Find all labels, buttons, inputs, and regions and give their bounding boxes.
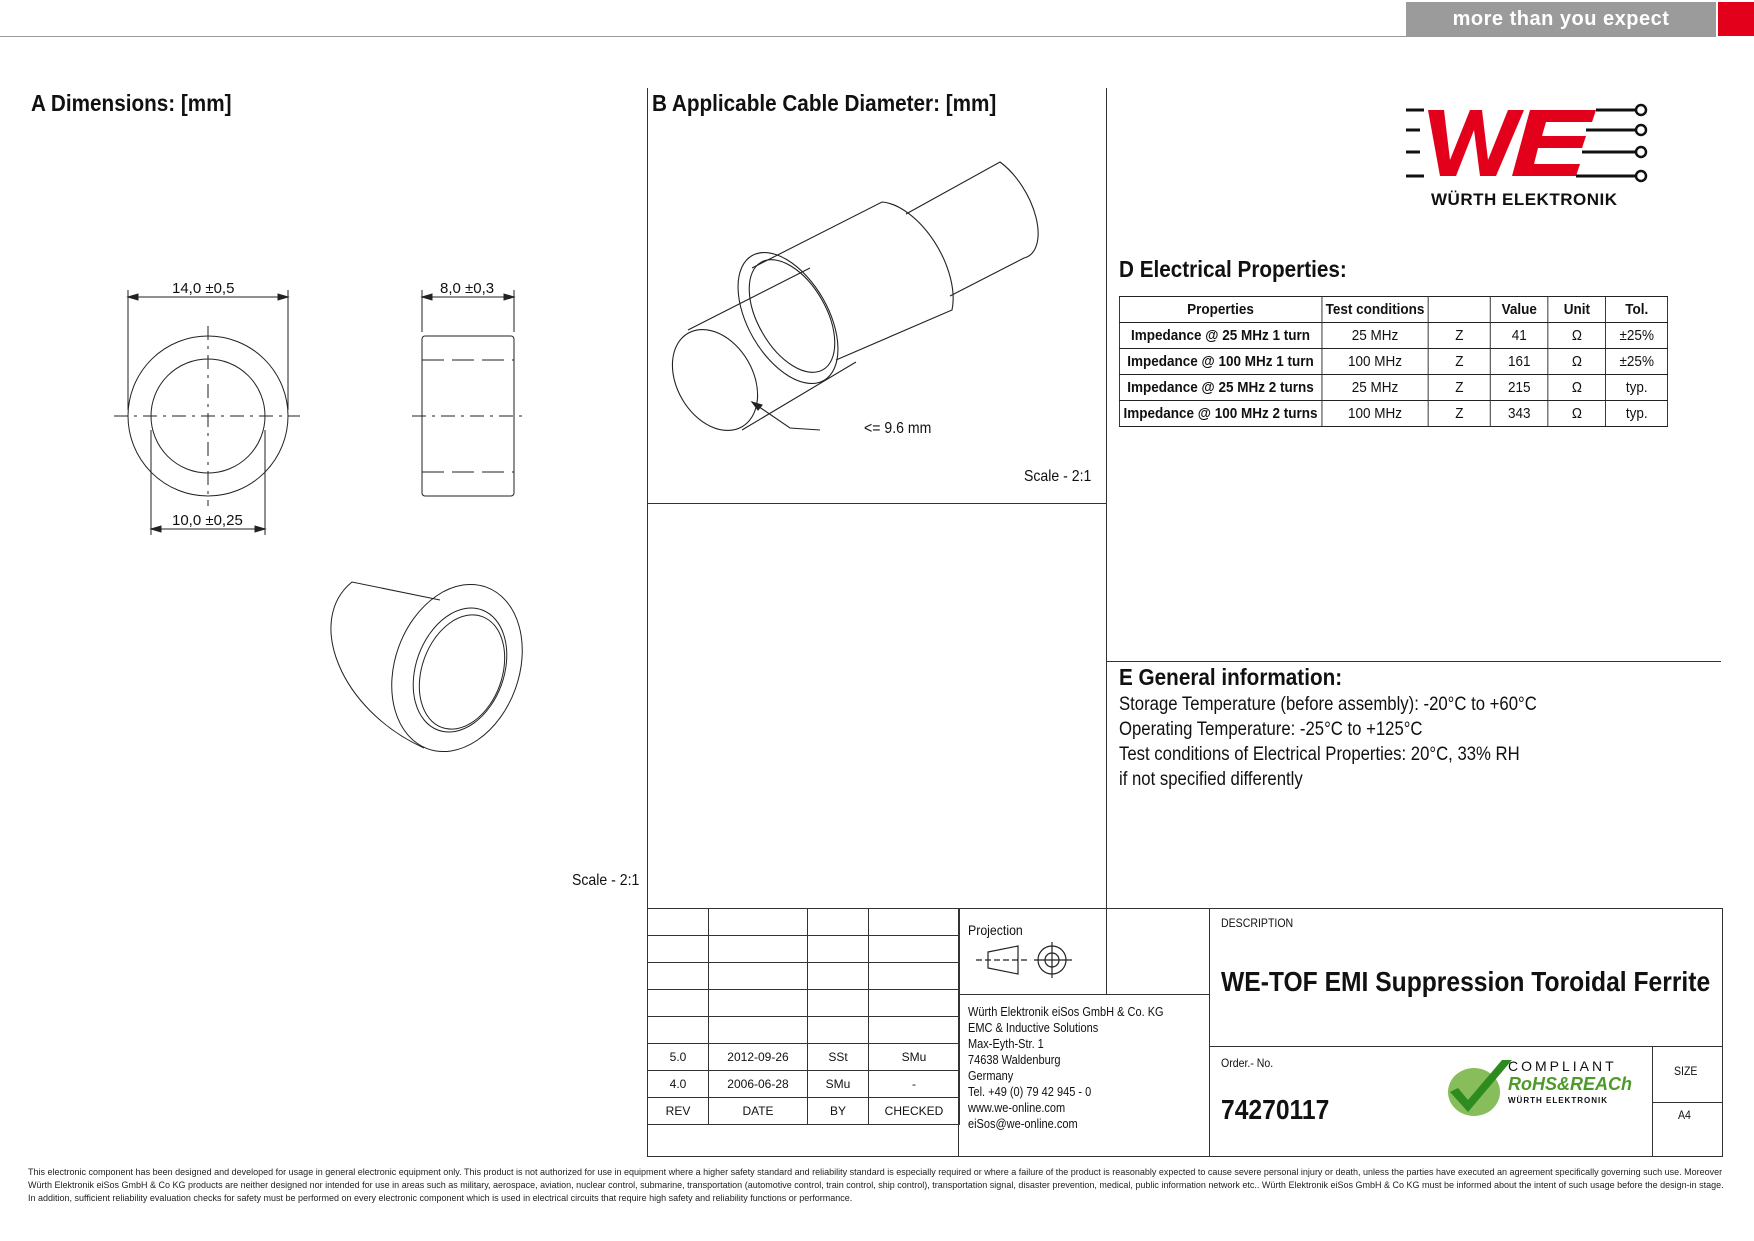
cell-property: Impedance @ 25 MHz 1 turn bbox=[1119, 323, 1321, 349]
section-b-scale: Scale - 2:1 bbox=[1024, 468, 1092, 485]
table-row bbox=[648, 1044, 960, 1071]
cell-property: Impedance @ 100 MHz 2 turns bbox=[1119, 401, 1321, 427]
header-value: Value bbox=[1490, 297, 1548, 323]
projection-bottom-line bbox=[958, 994, 1210, 995]
date-header: DATE bbox=[709, 1098, 808, 1125]
product-description: WE-TOF EMI Suppression Toroidal Ferrite bbox=[1221, 966, 1711, 997]
tagline-text: more than you expect bbox=[1452, 7, 1670, 30]
checked-cell: SMu bbox=[869, 1044, 960, 1071]
dim-inner-label: 10,0 ±0,25 bbox=[172, 512, 243, 529]
table-row bbox=[1119, 375, 1667, 401]
header-rule bbox=[0, 36, 1716, 37]
cell-value: 41 bbox=[1490, 323, 1548, 349]
size-inner-divider bbox=[1652, 1102, 1723, 1103]
cell-unit: Ω bbox=[1548, 375, 1606, 401]
frame-line-b-bottom bbox=[647, 503, 1107, 504]
rev-cell: 4.0 bbox=[648, 1071, 709, 1098]
table-header-row bbox=[1119, 297, 1667, 323]
company-line: EMC & Inductive Solutions bbox=[968, 1021, 1099, 1035]
brand-name: WÜRTH ELEKTRONIK bbox=[1431, 190, 1618, 209]
company-line: www.we-online.com bbox=[968, 1101, 1066, 1115]
header-properties: Properties bbox=[1119, 297, 1321, 323]
cell-property: Impedance @ 25 MHz 2 turns bbox=[1119, 375, 1321, 401]
company-line: Tel. +49 (0) 79 42 945 - 0 bbox=[968, 1085, 1092, 1099]
cable-diameter-label: <= 9.6 mm bbox=[864, 420, 932, 437]
section-e-title: E General information: bbox=[1119, 664, 1343, 690]
title-block-right bbox=[1722, 908, 1723, 1157]
cell-tol: typ. bbox=[1606, 375, 1668, 401]
dim-outer-label: 14,0 ±0,5 bbox=[172, 280, 235, 297]
disclaimer-text: This electronic component has been designed and developed for usage in general electronic equipment only. This product is not authorized for use in equipment where a higher safety standard and reliability standard is especially required or where a failure of the product is reasonably expected to cause severe personal injury or death, unless the parties have executed an agreement specifically governing such use. Moreover Würth Elektronik eiSos GmbH & Co KG products are neither designed nor intended for use in areas such as military, aerospace, aviation, nuclear control, submarine, transportation (automotive control, train control, ship control), transportation signal, disaster prevention, medical, public information network etc.. Würth Elektronik eiSos GmbH & Co KG must be informed about the intent of such usage before the design-in stage. In addition, sufficient reliability evaluation checks for safety must be performed on every electronic component which is used in electrical circuits that require high safety and reliability functions or performance. bbox=[28, 1167, 1724, 1203]
order-number: 74270117 bbox=[1221, 1094, 1330, 1125]
company-address bbox=[968, 1004, 1164, 1132]
size-label: SIZE bbox=[1674, 1064, 1698, 1078]
tagline-banner bbox=[1406, 2, 1716, 36]
table-row bbox=[1119, 349, 1667, 375]
section-b-title: B Applicable Cable Diameter: [mm] bbox=[652, 90, 997, 116]
rohs-brand-label: WÜRTH ELEKTRONIK bbox=[1508, 1096, 1608, 1105]
by-cell: SMu bbox=[808, 1071, 869, 1098]
cable-drawing bbox=[660, 140, 1080, 460]
general-info-line: Storage Temperature (before assembly): -20°C to +60°C bbox=[1119, 694, 1537, 715]
revision-header-row bbox=[648, 1098, 960, 1125]
cell-symbol: Z bbox=[1428, 401, 1490, 427]
rohs-reach-label: RoHS&REACh bbox=[1508, 1074, 1632, 1094]
header-tol: Tol. bbox=[1606, 297, 1668, 323]
section-a-scale: Scale - 2:1 bbox=[572, 872, 640, 889]
frame-line-b-d bbox=[1106, 88, 1107, 908]
cell-value: 343 bbox=[1490, 401, 1548, 427]
cell-unit: Ω bbox=[1548, 349, 1606, 375]
date-cell: 2012-09-26 bbox=[709, 1044, 808, 1071]
by-cell: SSt bbox=[808, 1044, 869, 1071]
checked-header: CHECKED bbox=[869, 1098, 960, 1125]
rev-cell: 5.0 bbox=[648, 1044, 709, 1071]
cell-value: 215 bbox=[1490, 375, 1548, 401]
size-value: A4 bbox=[1678, 1108, 1691, 1122]
description-label: DESCRIPTION bbox=[1221, 916, 1294, 930]
order-number-label: Order.- No. bbox=[1221, 1056, 1274, 1070]
projection-left-line bbox=[958, 908, 959, 1157]
electrical-properties-table bbox=[1119, 296, 1668, 427]
header-symbol bbox=[1428, 297, 1490, 323]
company-line: eiSos@we-online.com bbox=[968, 1117, 1078, 1131]
description-left-line bbox=[1209, 908, 1210, 1157]
frame-line-d-bottom bbox=[1106, 661, 1721, 662]
cell-test-condition: 100 MHz bbox=[1322, 401, 1429, 427]
cell-tol: typ. bbox=[1606, 401, 1668, 427]
checked-cell: - bbox=[869, 1071, 960, 1098]
general-info-line: Operating Temperature: -25°C to +125°C bbox=[1119, 719, 1423, 740]
general-info-line: Test conditions of Electrical Properties: 20°C, 33% RH bbox=[1119, 744, 1520, 765]
header-test-conditions: Test conditions bbox=[1322, 297, 1429, 323]
cell-value: 161 bbox=[1490, 349, 1548, 375]
banner-red-block bbox=[1718, 2, 1754, 36]
cell-symbol: Z bbox=[1428, 323, 1490, 349]
cell-test-condition: 25 MHz bbox=[1322, 375, 1429, 401]
date-cell: 2006-06-28 bbox=[709, 1071, 808, 1098]
section-a-title: A Dimensions: [mm] bbox=[31, 90, 232, 116]
cell-unit: Ω bbox=[1548, 323, 1606, 349]
cell-symbol: Z bbox=[1428, 375, 1490, 401]
company-line: Würth Elektronik eiSos GmbH & Co. KG bbox=[968, 1005, 1164, 1019]
dim-length-label: 8,0 ±0,3 bbox=[440, 280, 495, 297]
table-row bbox=[1119, 401, 1667, 427]
general-info-line: if not specified differently bbox=[1119, 769, 1303, 790]
rohs-compliant-label: COMPLIANT bbox=[1508, 1058, 1617, 1074]
projection-right-line bbox=[1106, 908, 1107, 994]
description-divider bbox=[1209, 1046, 1723, 1047]
company-line: Germany bbox=[968, 1069, 1014, 1083]
by-header: BY bbox=[808, 1098, 869, 1125]
company-line: Max-Eyth-Str. 1 bbox=[968, 1037, 1044, 1051]
cell-tol: ±25% bbox=[1606, 349, 1668, 375]
header-unit: Unit bbox=[1548, 297, 1606, 323]
table-row bbox=[648, 1071, 960, 1098]
projection-label: Projection bbox=[968, 922, 1023, 938]
section-d-title: D Electrical Properties: bbox=[1119, 256, 1347, 282]
dimension-drawing bbox=[100, 270, 540, 790]
cell-test-condition: 100 MHz bbox=[1322, 349, 1429, 375]
cell-unit: Ω bbox=[1548, 401, 1606, 427]
table-row bbox=[1119, 323, 1667, 349]
general-information bbox=[1119, 692, 1537, 792]
rev-header: REV bbox=[648, 1098, 709, 1125]
cell-tol: ±25% bbox=[1606, 323, 1668, 349]
cell-test-condition: 25 MHz bbox=[1322, 323, 1429, 349]
cell-symbol: Z bbox=[1428, 349, 1490, 375]
projection-symbol-icon bbox=[972, 940, 1082, 980]
cell-property: Impedance @ 100 MHz 1 turn bbox=[1119, 349, 1321, 375]
revision-table bbox=[647, 908, 960, 1125]
title-block-bottom bbox=[647, 1156, 1723, 1157]
electrical-properties-table-wrap bbox=[1119, 296, 1729, 427]
company-line: 74638 Waldenburg bbox=[968, 1053, 1061, 1067]
